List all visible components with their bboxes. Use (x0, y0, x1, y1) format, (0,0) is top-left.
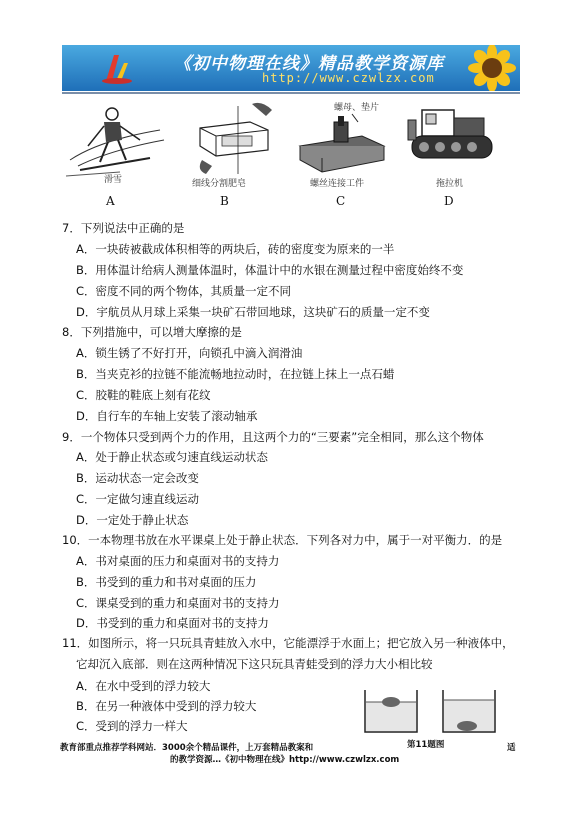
question-7-option-d: D．宇航员从月球上采集一块矿石带回地球，这块矿石的质量一定不变 (76, 305, 430, 319)
header-banner (62, 45, 520, 91)
logo-icon (100, 51, 134, 85)
bolt-icon (292, 108, 392, 186)
figure-caption: 拖拉机 (436, 179, 464, 189)
figure-letter: A (106, 194, 115, 208)
question-11-stem: 11．如图所示，将一只玩具青蛙放入水中，它能漂浮于水面上；把它放入另一种液体中， (62, 636, 514, 650)
figure-b (188, 100, 288, 208)
question-7-stem: 7．下列说法中正确的是 (62, 221, 185, 235)
question-11-stem-continued: 它却沉入底部．则在这两种情况下这只玩具青蛙受到的浮力大小相比较 (76, 657, 433, 671)
tractor-icon (402, 100, 502, 180)
figure-caption: 细线分割肥皂 (192, 179, 247, 189)
figure-a (60, 100, 168, 208)
figure-caption: 滑雪 (104, 175, 123, 185)
question-8-stem: 8．下列措施中，可以增大摩擦的是 (62, 325, 242, 339)
question-8-option-a: A．锁生锈了不好打开，向锁孔中滴入润滑油 (76, 346, 303, 360)
figure-extra-label: 螺母、垫片 (334, 103, 380, 113)
question-11-option-b: B．在另一种液体中受到的浮力较大 (76, 699, 257, 713)
banner-title: 《初中物理在线》精品教学资源库 (174, 54, 444, 74)
question-8-option-b: B．当夹克衫的拉链不能流畅地拉动时，在拉链上抹上一点石蜡 (76, 367, 395, 381)
figure-letter: C (336, 194, 346, 208)
footer-line-1-edge: 适 (507, 743, 516, 753)
figure-letter: D (444, 194, 454, 208)
figures-row (60, 100, 530, 212)
question-9-option-c: C．一定做匀速直线运动 (76, 492, 200, 506)
banner-url: http://www.czwlzx.com (262, 71, 435, 85)
figure-d (402, 100, 502, 208)
sunflower-icon (460, 45, 520, 91)
question-11-option-c: C．受到的浮力一样大 (76, 719, 188, 733)
question-9-option-b: B．运动状态一定会改变 (76, 471, 199, 485)
question-7-option-a: A．一块砖被截成体积相等的两块后，砖的密度变为原来的一半 (76, 242, 395, 256)
question-9-option-d: D．一定处于静止状态 (76, 513, 189, 527)
question-11-option-a: A．在水中受到的浮力较大 (76, 679, 211, 693)
question-10-stem: 10．一本物理书放在水平课桌上处于静止状态．下列各对力中，属于一对平衡力．的是 (62, 533, 503, 547)
question-9-stem: 9．一个物体只受到两个力的作用，且这两个力的“三要素”完全相同，那么这个物体 (62, 430, 484, 444)
figure-11 (355, 686, 505, 748)
figure-letter: B (220, 194, 229, 208)
figure-caption: 螺丝连接工件 (310, 179, 365, 189)
question-10-option-d: D．书受到的重力和桌面对书的支持力 (76, 616, 269, 630)
question-10-option-b: B．书受到的重力和书对桌面的压力 (76, 575, 257, 589)
question-10-option-a: A．书对桌面的压力和桌面对书的支持力 (76, 554, 280, 568)
question-7-option-c: C．密度不同的两个物体，其质量一定不同 (76, 284, 292, 298)
footer-line-2: 的教学资源…《初中物理在线》http://www.czwlzx.com (170, 755, 400, 765)
question-9-option-a: A．处于静止状态或匀速直线运动状态 (76, 450, 268, 464)
soap-icon (188, 100, 288, 180)
figure-c (292, 100, 392, 208)
figure-11-caption: 第11题图 (407, 740, 445, 750)
question-10-option-c: C．课桌受到的重力和桌面对书的支持力 (76, 596, 280, 610)
question-8-option-c: C．胶鞋的鞋底上刻有花纹 (76, 388, 211, 402)
footer-line-1: 教育部重点推荐学科网站．3000余个精品课件，上万套精品教案和 (60, 743, 314, 753)
question-7-option-b: B．用体温计给病人测量体温时，体温计中的水银在测量过程中密度始终不变 (76, 263, 464, 277)
banner-divider (62, 92, 520, 94)
beakers-icon (355, 686, 505, 736)
question-8-option-d: D．自行车的车轴上安装了滚动轴承 (76, 409, 258, 423)
